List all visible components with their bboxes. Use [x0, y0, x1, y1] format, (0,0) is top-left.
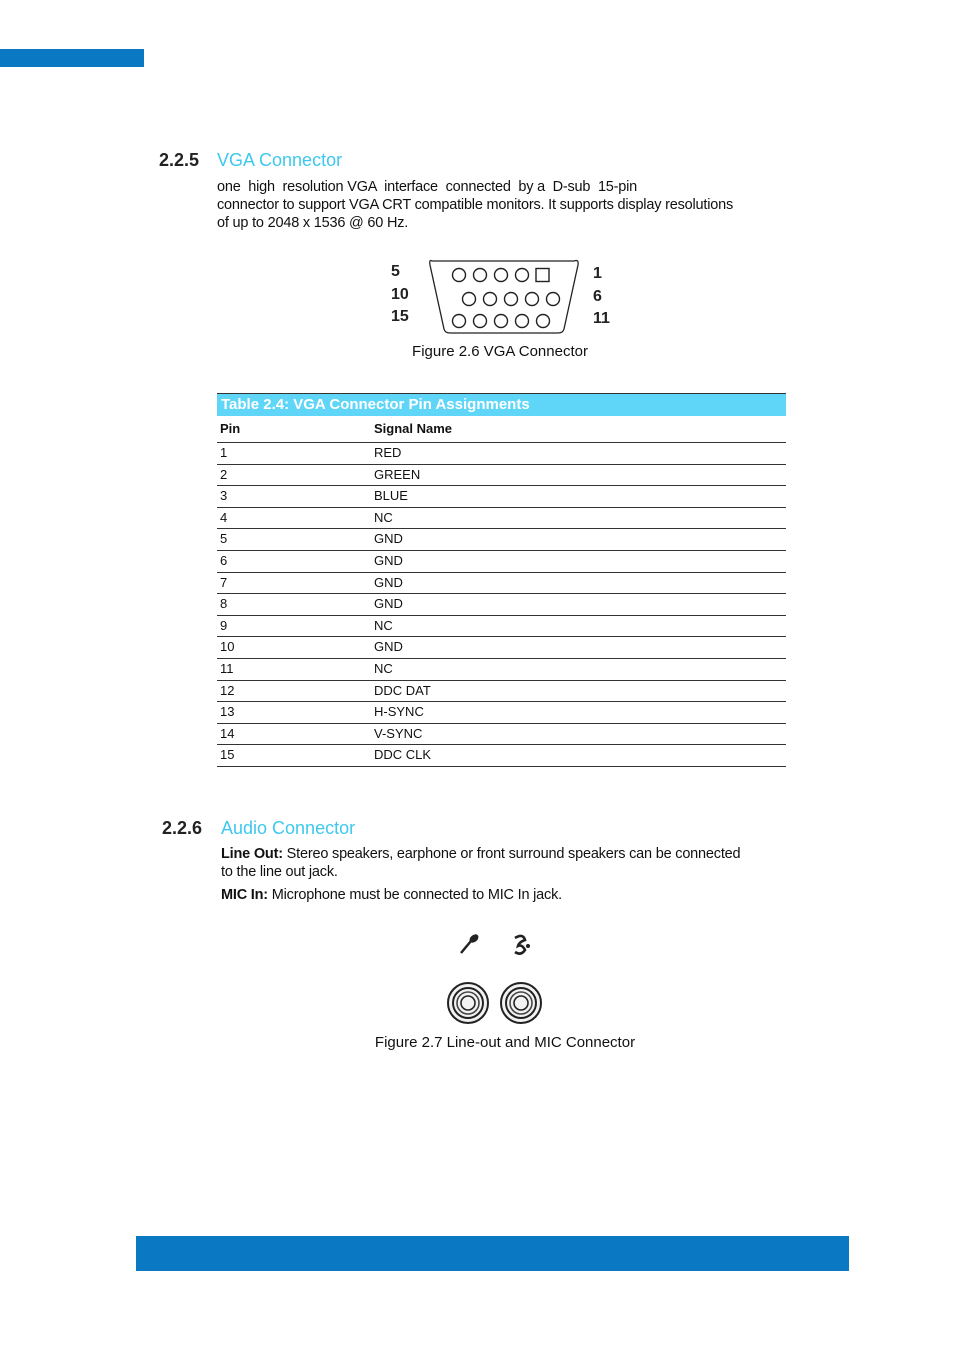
- table-row: [217, 551, 786, 573]
- table-row: [217, 594, 786, 616]
- table-row: [217, 529, 786, 551]
- mic-in-label: MIC In:: [221, 887, 268, 903]
- signal-cell: DDC DAT: [374, 682, 431, 698]
- line-out-jack: [448, 983, 488, 1023]
- signal-cell: RED: [374, 445, 402, 460]
- microphone-icon: [456, 932, 484, 958]
- vga-description-line: connector to support VGA CRT compatible monitors. It supports display resolutions: [217, 197, 733, 213]
- table-row: [217, 508, 786, 530]
- line-out-text-2: to the line out jack.: [221, 864, 338, 880]
- pin-cell: 5: [220, 531, 228, 547]
- pin-label-right: 11: [593, 310, 610, 327]
- vga-description-line: of up to 2048 x 1536 @ 60 Hz.: [217, 215, 409, 231]
- signal-cell: NC: [374, 617, 393, 633]
- pin-label-right: 1: [593, 265, 602, 282]
- pin-cell: 15: [220, 747, 235, 763]
- table-row: [217, 573, 786, 595]
- pin-cell: 7: [220, 574, 228, 590]
- header-pin: Pin: [220, 421, 241, 436]
- pin-cell: 9: [220, 617, 228, 633]
- audio-jacks: [446, 980, 546, 1028]
- footer-bar: [136, 1236, 849, 1271]
- vga-description-line: one high resolution VGA interface connected by a D-sub 15-pin: [217, 179, 638, 195]
- signal-cell: H-SYNC: [374, 704, 424, 720]
- section-title-audio: Audio Connector: [221, 818, 356, 838]
- speaker-icon: [510, 932, 536, 958]
- pin-cell: 14: [220, 725, 235, 741]
- table-row: [217, 702, 786, 724]
- table-row: [217, 659, 786, 681]
- vga-description: [217, 178, 792, 232]
- table-row: [217, 443, 786, 465]
- pin-cell: 2: [220, 466, 228, 482]
- header-accent-bar: [0, 49, 144, 67]
- signal-cell: GND: [374, 531, 403, 547]
- header-signal-name: Signal Name: [374, 421, 453, 436]
- mic-in-jack: [501, 983, 541, 1023]
- pin-cell: 12: [220, 682, 235, 698]
- table-row: [217, 745, 786, 767]
- section-title-vga: VGA Connector: [217, 150, 343, 170]
- table-row: [217, 681, 786, 703]
- pin-label-left: 5: [391, 263, 400, 280]
- pin-cell: 1: [220, 445, 228, 460]
- pin-cell: 10: [220, 639, 235, 655]
- audio-description: [221, 845, 796, 904]
- signal-cell: DDC CLK: [374, 747, 432, 763]
- pin-cell: 11: [220, 660, 234, 676]
- pin-label-right: 6: [593, 288, 602, 305]
- signal-cell: GND: [374, 552, 403, 568]
- table-row: [217, 465, 786, 487]
- figure-caption-vga: Figure 2.6 VGA Connector: [412, 343, 588, 360]
- pin-label-left: 10: [391, 286, 409, 303]
- line-out-text: Stereo speakers, earphone or front surround speakers can be connected: [282, 846, 741, 862]
- signal-cell: V-SYNC: [374, 725, 423, 741]
- mic-in-text: Microphone must be connected to MIC In jack.: [267, 887, 562, 903]
- signal-cell: GND: [374, 596, 403, 612]
- section-number-audio: 2.2.6: [162, 818, 203, 838]
- signal-cell: NC: [374, 660, 393, 676]
- table-row: [217, 486, 786, 508]
- vga-connector-diagram: [426, 257, 582, 337]
- vga-pin-table: [217, 393, 786, 767]
- pin-cell: 6: [220, 552, 228, 568]
- table-row: [217, 616, 786, 638]
- pin-cell: 13: [220, 704, 235, 720]
- line-out-label: Line Out:: [221, 846, 283, 862]
- signal-cell: BLUE: [374, 488, 408, 504]
- table-header: [217, 416, 786, 443]
- signal-cell: GREEN: [374, 466, 421, 482]
- figure-caption-audio: Figure 2.7 Line-out and MIC Connector: [374, 1034, 636, 1051]
- pin-cell: 8: [220, 596, 228, 612]
- pin-cell: 4: [220, 509, 228, 525]
- pin-label-left: 15: [391, 308, 409, 325]
- pin-cell: 3: [220, 488, 228, 504]
- section-number-vga: 2.2.5: [159, 150, 200, 170]
- signal-cell: GND: [374, 639, 403, 655]
- table-row: [217, 724, 786, 746]
- table-title: Table 2.4: VGA Connector Pin Assignments: [217, 393, 786, 416]
- signal-cell: GND: [374, 574, 403, 590]
- table-row: [217, 637, 786, 659]
- signal-cell: NC: [374, 509, 393, 525]
